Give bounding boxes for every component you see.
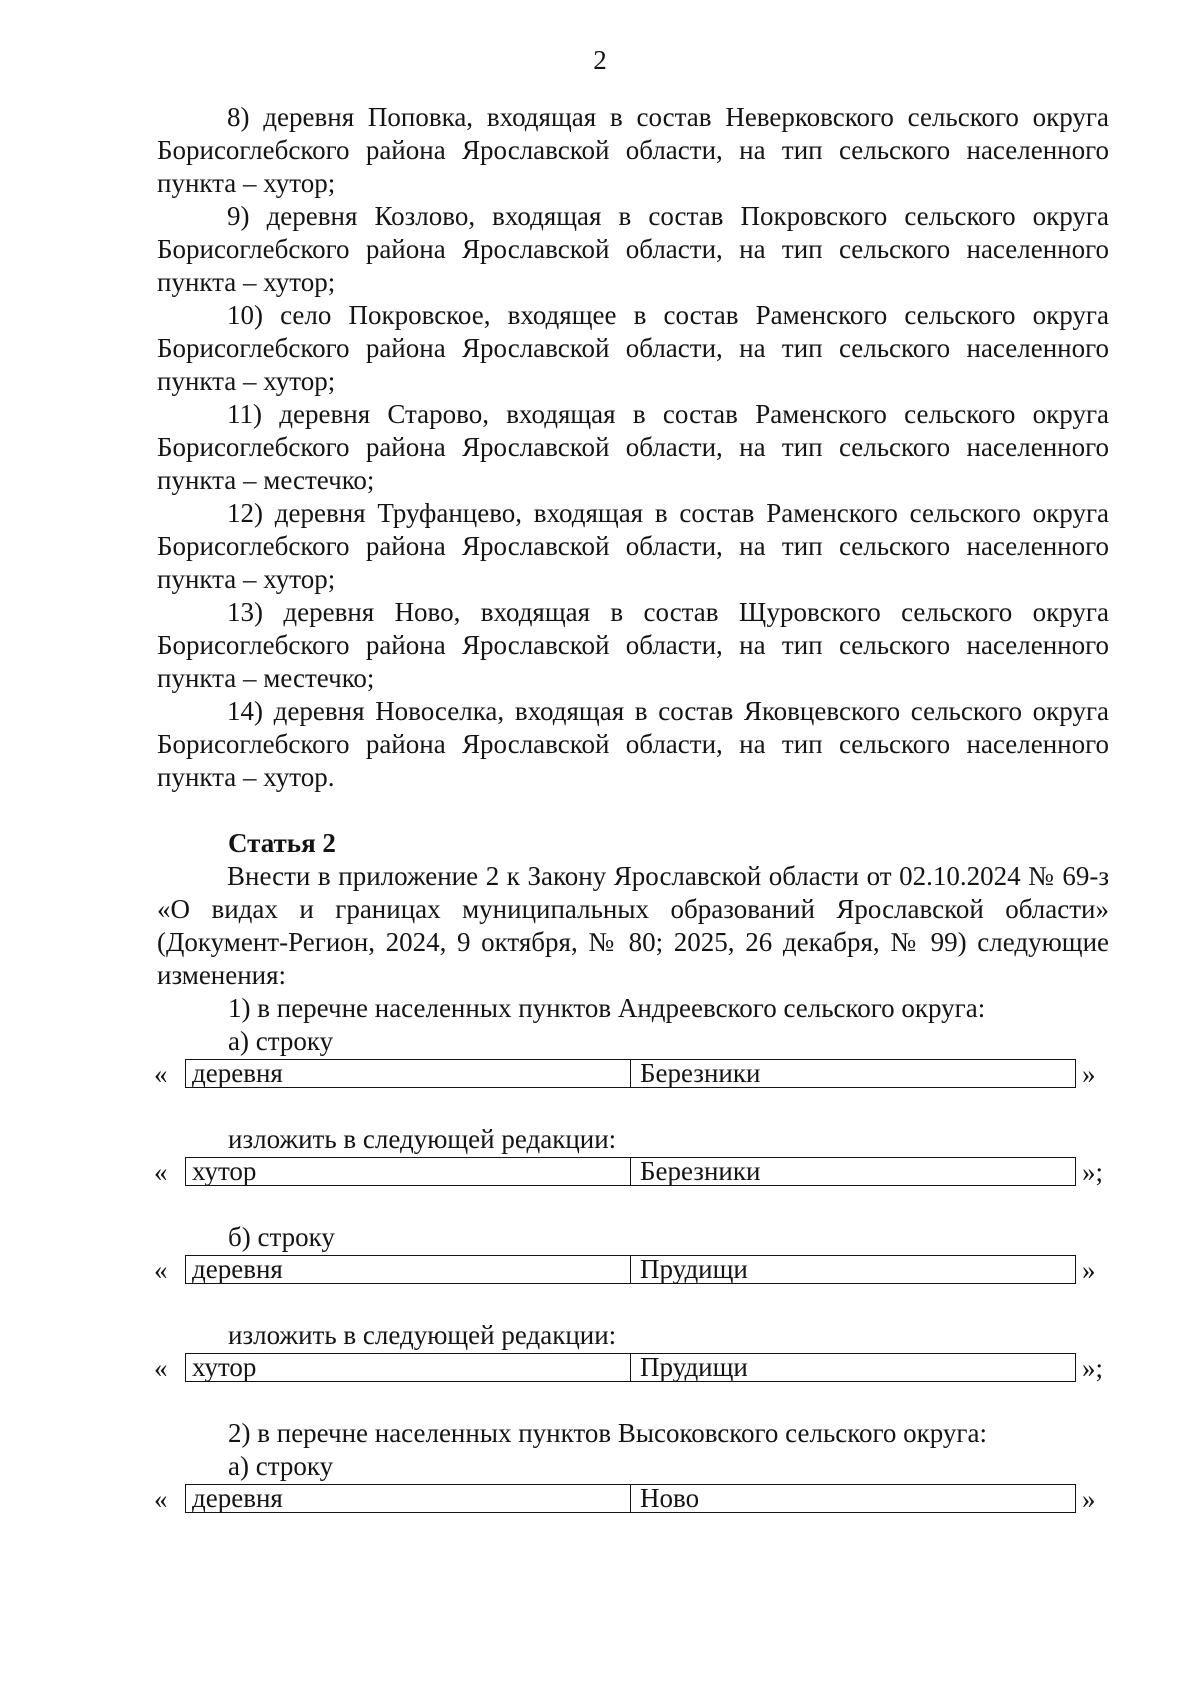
quote-close: » xyxy=(1082,1484,1096,1514)
table-row-cells xyxy=(185,1157,1076,1186)
quote-close: »; xyxy=(1082,1353,1104,1383)
list-item: 14) деревня Новоселка, входящая в состав Яковцевского сельского округа Борисоглебского района Ярославской области, на тип сельского населенного пункта – хутор. xyxy=(157,696,1109,792)
replace-instruction: изложить в следующей редакции: xyxy=(228,1124,617,1154)
list-item: 13) деревня Ново, входящая в состав Щуровского сельского округа Борисоглебского района Ярославской области, на тип сельского населенного пункта – местечко; xyxy=(157,597,1109,693)
quote-open: « xyxy=(154,1157,168,1187)
list-item: 9) деревня Козлово, входящая в состав Покровского сельского округа Борисоглебского района Ярославской области, на тип сельского населенного пункта – хутор; xyxy=(157,201,1109,297)
table-row-cells xyxy=(185,1255,1076,1284)
article-intro: Внести в приложение 2 к Закону Ярославской области от 02.10.2024 № 69-з «О видах и границах муниципальных образований Ярославской области» (Документ-Регион, 2024, 9 октября, № 80; 2025, 26 декабря, № 99) следующие изменения: xyxy=(157,861,1109,990)
page-number: 2 xyxy=(593,45,607,75)
replace-instruction: изложить в следующей редакции: xyxy=(228,1320,617,1350)
settlement-name-cell: Ново xyxy=(640,1483,700,1513)
article-title: Статья 2 xyxy=(228,828,336,858)
list-item: 10) село Покровское, входящее в состав Раменского сельского округа Борисоглебского района Ярославской области, на тип сельского населенного пункта – хутор; xyxy=(157,300,1109,396)
settlement-name-cell: Прудищи xyxy=(640,1254,748,1284)
table-row-cells xyxy=(185,1484,1076,1513)
table-row-original xyxy=(154,1483,1109,1516)
table-row-cells xyxy=(185,1059,1076,1088)
table-row-original xyxy=(154,1058,1109,1091)
settlement-type-cell: деревня xyxy=(186,1485,631,1512)
table-row-cells xyxy=(185,1353,1076,1382)
quote-close: »; xyxy=(1082,1157,1104,1187)
settlement-type-cell: хутор xyxy=(186,1158,631,1185)
amendment-point-1: 1) в перечне населенных пунктов Андреевского сельского округа: xyxy=(228,993,986,1023)
settlement-name-cell: Березники xyxy=(640,1156,761,1186)
settlement-type-cell: деревня xyxy=(186,1256,631,1283)
table-row-original xyxy=(154,1254,1109,1287)
subpoint-a: а) строку xyxy=(228,1451,334,1481)
list-item: 8) деревня Поповка, входящая в состав Неверковского сельского округа Борисоглебского района Ярославской области, на тип сельского населенного пункта – хутор; xyxy=(157,102,1109,198)
quote-open: « xyxy=(154,1255,168,1285)
amendment-point-2: 2) в перечне населенных пунктов Высоковского сельского округа: xyxy=(228,1418,987,1448)
settlement-type-cell: деревня xyxy=(186,1060,631,1087)
quote-open: « xyxy=(154,1484,168,1514)
settlement-name-cell: Прудищи xyxy=(640,1352,748,1382)
quote-close: » xyxy=(1082,1059,1096,1089)
subpoint-a: а) строку xyxy=(228,1026,334,1056)
table-row-new xyxy=(154,1352,1109,1385)
settlement-type-cell: хутор xyxy=(186,1354,631,1381)
quote-close: » xyxy=(1082,1255,1096,1285)
quote-open: « xyxy=(154,1059,168,1089)
settlement-name-cell: Березники xyxy=(640,1058,761,1088)
document-body xyxy=(154,101,1109,1516)
list-item: 11) деревня Старово, входящая в состав Раменского сельского округа Борисоглебского района Ярославской области, на тип сельского населенного пункта – местечко; xyxy=(157,399,1109,495)
table-row-new xyxy=(154,1156,1109,1189)
list-item: 12) деревня Труфанцево, входящая в состав Раменского сельского округа Борисоглебского района Ярославской области, на тип сельского населенного пункта – хутор; xyxy=(157,498,1109,594)
subpoint-b: б) строку xyxy=(228,1222,335,1252)
quote-open: « xyxy=(154,1353,168,1383)
